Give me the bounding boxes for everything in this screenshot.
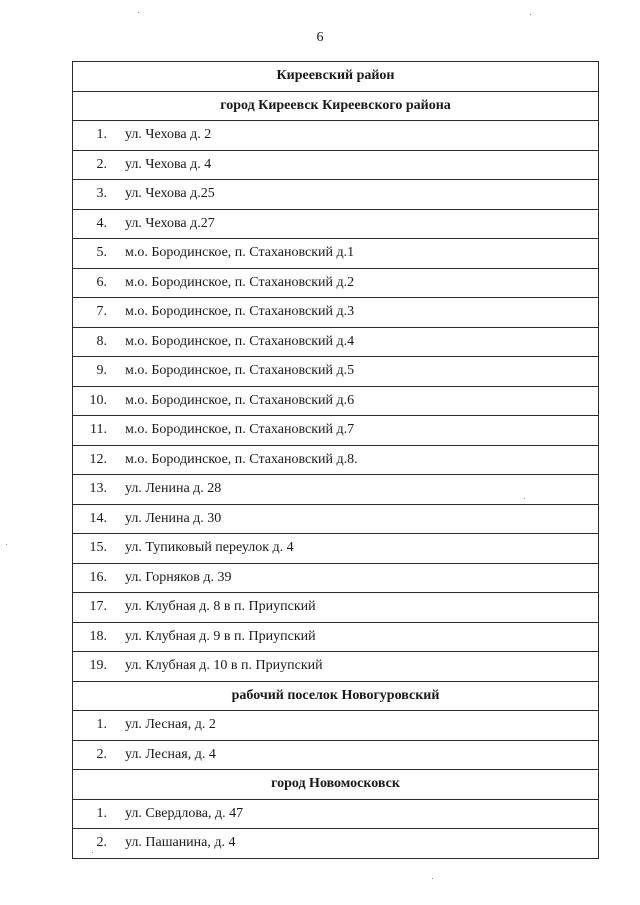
- row-address: ул. Клубная д. 9 в п. Приупский: [125, 628, 316, 644]
- row-address: ул. Тупиковый переулок д. 4: [125, 540, 294, 556]
- row-number: 13.: [89, 481, 107, 497]
- row-address: ул. Ленина д. 30: [125, 510, 222, 526]
- row-address: ул. Лесная, д. 2: [125, 717, 216, 733]
- table-cell: [73, 150, 599, 180]
- row-address: м.о. Бородинское, п. Стахановский д.6: [125, 392, 355, 408]
- section-title: Киреевский район: [73, 62, 599, 92]
- table-cell: [73, 711, 599, 741]
- row-address: м.о. Бородинское, п. Стахановский д.3: [125, 304, 355, 320]
- table-cell: [73, 298, 599, 328]
- row-number: 1.: [96, 717, 107, 733]
- table-cell: [73, 563, 599, 593]
- table-row: [73, 150, 599, 180]
- row-address: ул. Чехова д.27: [125, 215, 215, 231]
- table-row: [73, 711, 599, 741]
- row-address: ул. Свердлова, д. 47: [125, 805, 244, 821]
- row-number: 11.: [90, 422, 107, 438]
- row-number: 14.: [89, 510, 107, 526]
- table-row: [73, 357, 599, 387]
- row-address: ул. Пашанина, д. 4: [125, 835, 236, 851]
- table-cell: [73, 327, 599, 357]
- table-row: [73, 445, 599, 475]
- row-number: 6.: [96, 274, 107, 290]
- table-cell: [73, 416, 599, 446]
- table-row: [73, 652, 599, 682]
- table-row: [73, 327, 599, 357]
- row-address: ул. Чехова д. 2: [125, 127, 212, 143]
- row-address: ул. Чехова д. 4: [125, 156, 212, 172]
- table-row: [73, 121, 599, 151]
- table-row: [73, 504, 599, 534]
- table-row: [73, 209, 599, 239]
- row-address: м.о. Бородинское, п. Стахановский д.7: [125, 422, 355, 438]
- row-number: 17.: [89, 599, 107, 615]
- table-row: [73, 239, 599, 269]
- scan-speck: [432, 878, 433, 879]
- row-number: 5.: [96, 245, 107, 261]
- row-number: 2.: [96, 746, 107, 762]
- address-table: [72, 61, 599, 859]
- table-cell: [73, 180, 599, 210]
- table-row: [73, 180, 599, 210]
- row-address: ул. Чехова д.25: [125, 186, 215, 202]
- scan-speck: [530, 14, 531, 15]
- row-number: 3.: [96, 186, 107, 202]
- section-title: город Киреевск Киреевского района: [73, 91, 599, 121]
- row-number: 10.: [89, 392, 107, 408]
- table-cell: [73, 504, 599, 534]
- row-number: 9.: [96, 363, 107, 379]
- section-title: город Новомосковск: [73, 770, 599, 800]
- row-address: м.о. Бородинское, п. Стахановский д.5: [125, 363, 355, 379]
- table-row: [73, 475, 599, 505]
- row-number: 16.: [89, 569, 107, 585]
- table-row: [73, 740, 599, 770]
- table-cell: [73, 239, 599, 269]
- scan-speck: [524, 498, 525, 499]
- table-cell: [73, 829, 599, 859]
- row-address: ул. Клубная д. 10 в п. Приупский: [125, 658, 323, 674]
- table-row: [73, 829, 599, 859]
- row-number: 1.: [96, 805, 107, 821]
- table-cell: [73, 386, 599, 416]
- section-title: рабочий поселок Новогуровский: [73, 681, 599, 711]
- table-row: [73, 593, 599, 623]
- row-number: 2.: [96, 156, 107, 172]
- row-address: ул. Клубная д. 8 в п. Приупский: [125, 599, 316, 615]
- row-address: м.о. Бородинское, п. Стахановский д.4: [125, 333, 355, 349]
- row-number: 7.: [96, 304, 107, 320]
- row-address: м.о. Бородинское, п. Стахановский д.2: [125, 274, 355, 290]
- table-cell: [73, 534, 599, 564]
- table-cell: [73, 652, 599, 682]
- table-cell: [73, 475, 599, 505]
- section-header-row: [73, 770, 599, 800]
- row-address: м.о. Бородинское, п. Стахановский д.8.: [125, 451, 358, 467]
- table-row: [73, 534, 599, 564]
- table-row: [73, 799, 599, 829]
- table-row: [73, 416, 599, 446]
- row-address: ул. Горняков д. 39: [125, 569, 232, 585]
- table-cell: [73, 622, 599, 652]
- table-row: [73, 268, 599, 298]
- table-row: [73, 386, 599, 416]
- table-row: [73, 298, 599, 328]
- scan-speck: [92, 852, 93, 853]
- table-cell: [73, 268, 599, 298]
- table-row: [73, 622, 599, 652]
- scan-speck: [6, 544, 7, 545]
- table-cell: [73, 593, 599, 623]
- table-cell: [73, 445, 599, 475]
- row-number: 18.: [89, 628, 107, 644]
- section-header-row: [73, 91, 599, 121]
- row-number: 1.: [96, 127, 107, 143]
- table-cell: [73, 209, 599, 239]
- address-table-body: [73, 62, 599, 859]
- table-row: [73, 563, 599, 593]
- table-cell: [73, 121, 599, 151]
- table-cell: [73, 740, 599, 770]
- row-number: 19.: [89, 658, 107, 674]
- row-number: 12.: [89, 451, 107, 467]
- section-header-row: [73, 681, 599, 711]
- table-cell: [73, 357, 599, 387]
- row-number: 4.: [96, 215, 107, 231]
- row-number: 8.: [96, 333, 107, 349]
- table-cell: [73, 799, 599, 829]
- scan-speck: [138, 12, 139, 13]
- page-number: 6: [316, 30, 324, 45]
- row-number: 2.: [96, 835, 107, 851]
- row-address: ул. Ленина д. 28: [125, 481, 222, 497]
- section-header-row: [73, 62, 599, 92]
- row-address: ул. Лесная, д. 4: [125, 746, 216, 762]
- row-number: 15.: [89, 540, 107, 556]
- row-address: м.о. Бородинское, п. Стахановский д.1: [125, 245, 355, 261]
